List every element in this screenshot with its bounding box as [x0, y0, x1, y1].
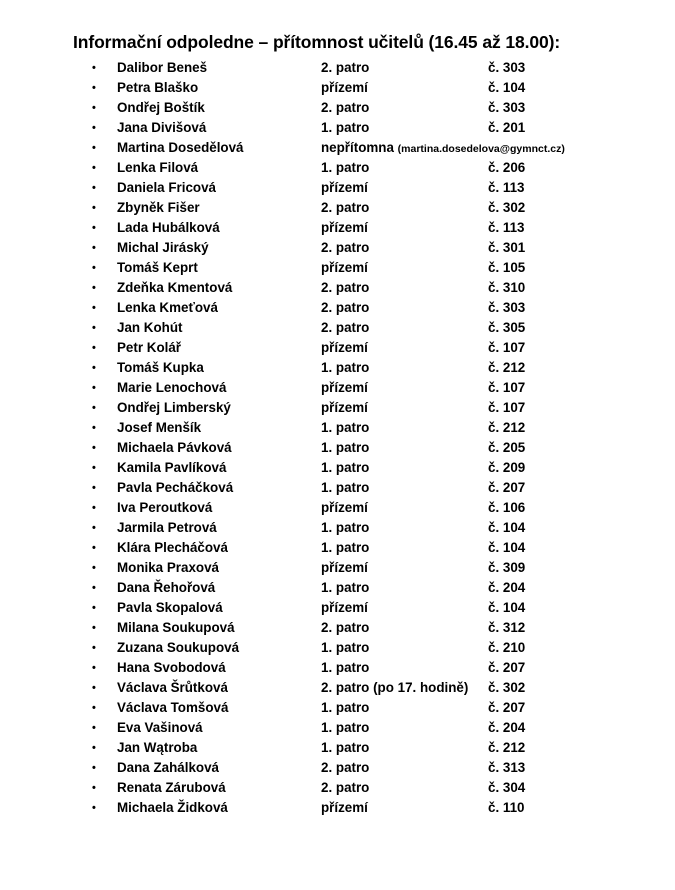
- list-item: [0, 498, 675, 518]
- list-item: [0, 558, 675, 578]
- teacher-room: č. 301: [488, 240, 526, 255]
- list-item: [0, 298, 675, 318]
- teacher-floor: [321, 258, 368, 278]
- bullet-icon: •: [92, 762, 96, 774]
- bullet-icon: •: [92, 122, 96, 134]
- bullet-icon: •: [92, 142, 96, 154]
- floor-text: nepřítomna: [321, 140, 394, 155]
- teacher-floor: [321, 218, 368, 238]
- bullet-icon: •: [92, 162, 96, 174]
- teacher-name: Jarmila Petrová: [117, 520, 217, 535]
- teacher-room: č. 313: [488, 760, 526, 775]
- teacher-name: Zuzana Soukupová: [117, 640, 240, 655]
- floor-text: přízemí: [321, 340, 368, 355]
- teacher-floor: [321, 778, 369, 798]
- floor-text: přízemí: [321, 600, 368, 615]
- floor-text: 2. patro: [321, 760, 370, 775]
- teacher-floor: [321, 178, 368, 198]
- teacher-room: č. 107: [488, 400, 526, 415]
- teacher-floor: [321, 658, 369, 678]
- list-item: [0, 518, 675, 538]
- teacher-floor: [321, 578, 369, 598]
- teacher-room: č. 207: [488, 700, 526, 715]
- floor-text: 2. patro: [321, 620, 370, 635]
- teacher-name: Ondřej Limberský: [117, 400, 231, 415]
- teacher-floor: [321, 758, 369, 778]
- list-item: [0, 478, 675, 498]
- teacher-name: Kamila Pavlíková: [117, 460, 227, 475]
- bullet-icon: •: [92, 322, 96, 334]
- list-item: [0, 778, 675, 798]
- teacher-name: Daniela Fricová: [117, 180, 216, 195]
- teacher-floor: [321, 278, 369, 298]
- teacher-floor: [321, 98, 369, 118]
- bullet-icon: •: [92, 262, 96, 274]
- bullet-icon: •: [92, 662, 96, 674]
- teacher-room: č. 107: [488, 380, 526, 395]
- bullet-icon: •: [92, 82, 96, 94]
- bullet-icon: •: [92, 422, 96, 434]
- bullet-icon: •: [92, 562, 96, 574]
- list-item: [0, 138, 675, 158]
- floor-text: 2. patro: [321, 320, 370, 335]
- bullet-icon: •: [92, 542, 96, 554]
- teacher-room: č. 312: [488, 620, 526, 635]
- teacher-room: č. 304: [488, 780, 526, 795]
- teacher-room: č. 212: [488, 740, 526, 755]
- teacher-email-note: (martina.dosedelova@gymnct.cz): [397, 143, 565, 155]
- teacher-name: Klára Plecháčová: [117, 540, 228, 555]
- teacher-name: Lenka Filová: [117, 160, 199, 175]
- teacher-name: Renata Zárubová: [117, 780, 226, 795]
- teacher-room: č. 207: [488, 480, 526, 495]
- list-item: [0, 218, 675, 238]
- floor-text: přízemí: [321, 500, 368, 515]
- bullet-icon: •: [92, 602, 96, 614]
- teacher-room: č. 309: [488, 560, 526, 575]
- teacher-room: č. 104: [488, 80, 526, 95]
- floor-text: 1. patro: [321, 660, 370, 675]
- teacher-name: Petr Kolář: [117, 340, 181, 355]
- teacher-floor: [321, 478, 369, 498]
- teacher-name: Zbyněk Fišer: [117, 200, 200, 215]
- teacher-name: Petra Blaško: [117, 80, 199, 95]
- list-item: [0, 798, 675, 818]
- list-item: [0, 78, 675, 98]
- bullet-icon: •: [92, 522, 96, 534]
- teacher-room: č. 107: [488, 340, 526, 355]
- list-item: [0, 578, 675, 598]
- teacher-name: Hana Svobodová: [117, 660, 226, 675]
- teacher-name: Michal Jiráský: [117, 240, 209, 255]
- teacher-name: Michaela Židková: [117, 800, 228, 815]
- teacher-room: č. 204: [488, 720, 526, 735]
- floor-text: přízemí: [321, 220, 368, 235]
- floor-text: 2. patro: [321, 280, 370, 295]
- teacher-room: č. 303: [488, 300, 526, 315]
- bullet-icon: •: [92, 742, 96, 754]
- teacher-name: Tomáš Keprt: [117, 260, 198, 275]
- floor-text: 1. patro: [321, 640, 370, 655]
- teacher-room: č. 212: [488, 420, 526, 435]
- bullet-icon: •: [92, 102, 96, 114]
- teacher-floor: [321, 718, 369, 738]
- teacher-floor: [321, 398, 368, 418]
- teacher-room: č. 104: [488, 600, 526, 615]
- teacher-floor: [321, 638, 369, 658]
- teacher-room: č. 104: [488, 540, 526, 555]
- teacher-floor: [321, 198, 369, 218]
- list-item: [0, 338, 675, 358]
- teacher-name: Dana Řehořová: [117, 580, 216, 595]
- teacher-floor: [321, 138, 565, 159]
- floor-text: 1. patro: [321, 420, 370, 435]
- teacher-floor: [321, 438, 369, 458]
- teacher-room: č. 303: [488, 60, 526, 75]
- bullet-icon: •: [92, 802, 96, 814]
- bullet-icon: •: [92, 342, 96, 354]
- list-item: [0, 318, 675, 338]
- teacher-floor: [321, 418, 369, 438]
- list-item: [0, 258, 675, 278]
- floor-text: přízemí: [321, 180, 368, 195]
- teacher-floor: [321, 458, 369, 478]
- teacher-name: Václava Tomšová: [117, 700, 229, 715]
- list-item: [0, 658, 675, 678]
- floor-text: 1. patro: [321, 520, 370, 535]
- bullet-icon: •: [92, 362, 96, 374]
- teacher-name: Iva Peroutková: [117, 500, 213, 515]
- teacher-room: č. 302: [488, 200, 526, 215]
- teacher-room: č. 201: [488, 120, 526, 135]
- bullet-icon: •: [92, 702, 96, 714]
- floor-text: 1. patro: [321, 460, 370, 475]
- list-item: [0, 758, 675, 778]
- floor-text: přízemí: [321, 260, 368, 275]
- teacher-floor: [321, 738, 369, 758]
- floor-text: 2. patro: [321, 240, 370, 255]
- floor-text: 1. patro: [321, 120, 370, 135]
- teacher-floor: [321, 798, 368, 818]
- list-item: [0, 458, 675, 478]
- bullet-icon: •: [92, 202, 96, 214]
- list-item: [0, 58, 675, 78]
- bullet-icon: •: [92, 382, 96, 394]
- teacher-floor: [321, 618, 369, 638]
- list-item: [0, 118, 675, 138]
- teacher-floor: [321, 378, 368, 398]
- teacher-floor: [321, 118, 369, 138]
- teacher-floor: [321, 58, 369, 78]
- bullet-icon: •: [92, 582, 96, 594]
- floor-text: 2. patro: [321, 100, 370, 115]
- list-item: [0, 618, 675, 638]
- list-item: [0, 598, 675, 618]
- teacher-floor: [321, 358, 369, 378]
- list-item: [0, 398, 675, 418]
- bullet-icon: •: [92, 722, 96, 734]
- bullet-icon: •: [92, 442, 96, 454]
- teacher-name: Lada Hubálková: [117, 220, 220, 235]
- teacher-name: Martina Dosedělová: [117, 140, 244, 155]
- list-item: [0, 378, 675, 398]
- floor-text: 2. patro (po 17. hodině): [321, 680, 469, 695]
- floor-text: přízemí: [321, 800, 368, 815]
- list-item: [0, 178, 675, 198]
- bullet-icon: •: [92, 282, 96, 294]
- list-item: [0, 158, 675, 178]
- teacher-room: č. 302: [488, 680, 526, 695]
- floor-text: 1. patro: [321, 480, 370, 495]
- floor-text: přízemí: [321, 560, 368, 575]
- bullet-icon: •: [92, 782, 96, 794]
- bullet-icon: •: [92, 462, 96, 474]
- teacher-name: Michaela Pávková: [117, 440, 232, 455]
- teacher-floor: [321, 318, 369, 338]
- teacher-name: Tomáš Kupka: [117, 360, 204, 375]
- floor-text: 2. patro: [321, 780, 370, 795]
- floor-text: 1. patro: [321, 700, 370, 715]
- teacher-room: č. 206: [488, 160, 526, 175]
- list-item: [0, 278, 675, 298]
- floor-text: 1. patro: [321, 440, 370, 455]
- bullet-icon: •: [92, 62, 96, 74]
- floor-text: 2. patro: [321, 300, 370, 315]
- teacher-floor: [321, 678, 468, 698]
- bullet-icon: •: [92, 682, 96, 694]
- teacher-room: č. 310: [488, 280, 526, 295]
- teacher-name: Jana Divišová: [117, 120, 207, 135]
- floor-text: 1. patro: [321, 740, 370, 755]
- teacher-name: Pavla Skopalová: [117, 600, 223, 615]
- teacher-floor: [321, 538, 369, 558]
- list-item: [0, 98, 675, 118]
- list-item: [0, 698, 675, 718]
- floor-text: 1. patro: [321, 720, 370, 735]
- teacher-name: Zdeňka Kmentová: [117, 280, 233, 295]
- teacher-floor: [321, 158, 369, 178]
- teacher-room: č. 110: [488, 800, 525, 815]
- bullet-icon: •: [92, 182, 96, 194]
- teacher-room: č. 113: [488, 220, 525, 235]
- teacher-room: č. 104: [488, 520, 526, 535]
- page-title: Informační odpoledne – přítomnost učitelů (16.45 až 18.00):: [73, 32, 561, 52]
- teacher-room: č. 212: [488, 360, 526, 375]
- teacher-name: Dalibor Beneš: [117, 60, 208, 75]
- floor-text: 1. patro: [321, 160, 370, 175]
- teacher-name: Josef Menšík: [117, 420, 202, 435]
- teacher-name: Jan Kohút: [117, 320, 183, 335]
- floor-text: 2. patro: [321, 60, 370, 75]
- teacher-room: č. 209: [488, 460, 526, 475]
- list-item: [0, 718, 675, 738]
- teacher-name: Eva Vašinová: [117, 720, 203, 735]
- teacher-room: č. 303: [488, 100, 526, 115]
- bullet-icon: •: [92, 242, 96, 254]
- list-item: [0, 738, 675, 758]
- bullet-icon: •: [92, 302, 96, 314]
- floor-text: přízemí: [321, 400, 368, 415]
- list-item: [0, 418, 675, 438]
- teacher-room: č. 305: [488, 320, 526, 335]
- teacher-floor: [321, 598, 368, 618]
- teacher-floor: [321, 518, 369, 538]
- teacher-name: Jan Wątroba: [117, 740, 198, 755]
- teacher-floor: [321, 78, 368, 98]
- teacher-name: Pavla Pecháčková: [117, 480, 234, 495]
- bullet-icon: •: [92, 502, 96, 514]
- bullet-icon: •: [92, 642, 96, 654]
- list-item: [0, 198, 675, 218]
- bullet-icon: •: [92, 622, 96, 634]
- list-item: [0, 238, 675, 258]
- teacher-name: Václava Šrůtková: [117, 680, 228, 695]
- teacher-room: č. 204: [488, 580, 526, 595]
- bullet-icon: •: [92, 482, 96, 494]
- floor-text: 1. patro: [321, 360, 370, 375]
- teacher-floor: [321, 498, 368, 518]
- bullet-icon: •: [92, 402, 96, 414]
- teacher-room: č. 105: [488, 260, 526, 275]
- floor-text: 1. patro: [321, 540, 370, 555]
- teacher-name: Marie Lenochová: [117, 380, 227, 395]
- teacher-name: Monika Praxová: [117, 560, 219, 575]
- teacher-floor: [321, 558, 368, 578]
- teacher-name: Ondřej Boštík: [117, 100, 205, 115]
- floor-text: přízemí: [321, 380, 368, 395]
- list-item: [0, 638, 675, 658]
- list-item: [0, 678, 675, 698]
- teacher-room: č. 210: [488, 640, 526, 655]
- teacher-floor: [321, 698, 369, 718]
- teacher-room: č. 106: [488, 500, 526, 515]
- list-item: [0, 358, 675, 378]
- teacher-name: Dana Zahálková: [117, 760, 219, 775]
- teacher-floor: [321, 238, 369, 258]
- teacher-floor: [321, 298, 369, 318]
- floor-text: 2. patro: [321, 200, 370, 215]
- floor-text: 1. patro: [321, 580, 370, 595]
- teacher-room: č. 113: [488, 180, 525, 195]
- bullet-icon: •: [92, 222, 96, 234]
- teacher-name: Milana Soukupová: [117, 620, 235, 635]
- teacher-list: [0, 58, 675, 818]
- teacher-name: Lenka Kmeťová: [117, 300, 218, 315]
- teacher-room: č. 207: [488, 660, 526, 675]
- floor-text: přízemí: [321, 80, 368, 95]
- teacher-room: č. 205: [488, 440, 526, 455]
- teacher-floor: [321, 338, 368, 358]
- list-item: [0, 438, 675, 458]
- list-item: [0, 538, 675, 558]
